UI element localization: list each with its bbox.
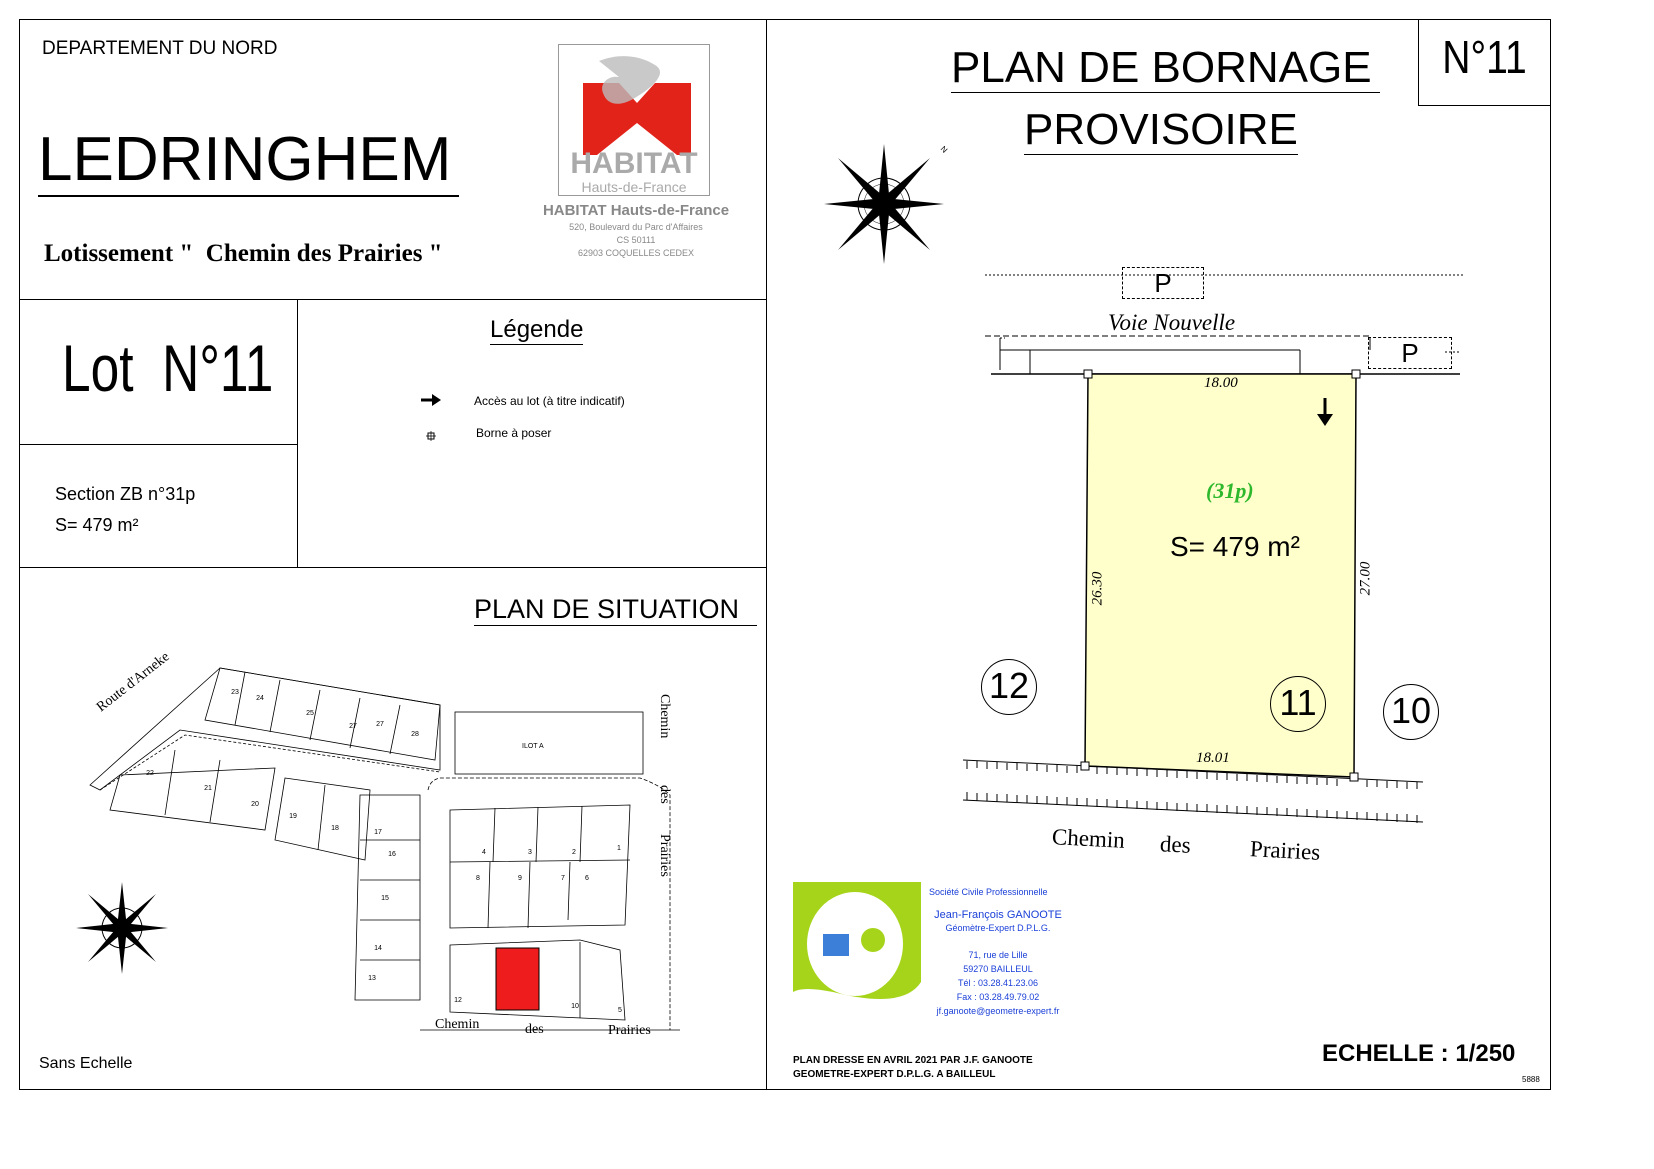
neighbor-lot-10-label: 10 <box>1390 690 1432 731</box>
road-prairies-vertical: Prairies <box>657 834 672 877</box>
lot-9: 9 <box>518 875 522 882</box>
lot-section: Section ZB n°31p <box>55 484 196 504</box>
subdivision-name: Lotissement " Chemin des Prairies " <box>44 240 443 267</box>
lot-28: 28 <box>411 731 419 738</box>
lot-7: 7 <box>561 875 565 882</box>
client-address2: CS 50111 <box>616 235 656 245</box>
plan-title-line1: PLAN DE BORNAGE <box>951 44 1380 93</box>
lot-22: 22 <box>146 770 154 777</box>
surveyor-line3: Géomètre-Expert D.P.L.G. <box>945 923 1051 933</box>
lot-surface: S= 479 m² <box>55 515 139 535</box>
compass-rose-small-icon <box>72 880 172 980</box>
legend-item-access: Accès au lot (à titre indicatif) <box>474 394 625 408</box>
dim-right: 27.00 <box>1357 561 1374 596</box>
parking-top-label: P <box>1154 268 1172 298</box>
situation-map <box>60 650 700 1050</box>
lot-17: 17 <box>374 829 382 836</box>
lot-1: 1 <box>617 845 621 852</box>
logo-text: HABITAT <box>570 147 698 180</box>
drawn-by-line1: PLAN DRESSE EN AVRIL 2021 PAR J.F. GANOOTE <box>793 1055 1033 1066</box>
neighbor-lot-10 <box>1383 684 1439 740</box>
parcel-reference: (31p) <box>1206 478 1254 503</box>
logo-subtext: Hauts-de-France <box>581 179 687 195</box>
surveyor-line5: 59270 BAILLEUL <box>963 964 1033 974</box>
client-address3: 62903 COQUELLES CEDEX <box>577 248 695 258</box>
surveyor-line8: jf.ganoote@geometre-expert.fr <box>936 1006 1060 1016</box>
lot-13: 13 <box>368 975 376 982</box>
divider-header <box>19 299 767 300</box>
lot-3: 3 <box>528 849 532 856</box>
surveyor-line2: Jean-François GANOOTE <box>934 909 1062 921</box>
client-name: HABITAT Hauts-de-France <box>542 202 730 219</box>
road-bottom-prairies: Prairies <box>1249 836 1321 865</box>
boundary-marker-icon <box>426 428 436 446</box>
neighbor-lot-11-label: 11 <box>1279 682 1317 723</box>
neighbor-lot-12-label: 12 <box>988 665 1030 706</box>
divider-lot <box>19 567 767 568</box>
surveyor-line4: 71, rue de Lille <box>968 950 1028 960</box>
surveyor-logo <box>793 882 921 1014</box>
lot-6: 6 <box>585 875 589 882</box>
plan-scale: ECHELLE : 1/250 <box>1322 1040 1516 1067</box>
road-des-bottom: des <box>525 1022 544 1037</box>
commune-title: LEDRINGHEM <box>38 125 459 197</box>
department-label: DEPARTEMENT DU NORD <box>42 38 278 59</box>
plan-number: N°11 <box>1442 31 1527 83</box>
arrow-right-icon <box>420 392 442 413</box>
road-chemin-bottom: Chemin <box>435 1017 480 1032</box>
parking-right-label: P <box>1401 338 1419 368</box>
ilot-label: ILOT A <box>522 743 544 750</box>
road-bottom-chemin: Chemin <box>1051 824 1126 853</box>
lot-10: 10 <box>571 1003 579 1010</box>
road-prairies-bottom: Prairies <box>608 1023 651 1038</box>
lot-23: 23 <box>231 689 239 696</box>
legend-item-marker: Borne à poser <box>476 426 552 440</box>
lot-title: Lot N°11 <box>62 331 274 405</box>
divider-lot-horizontal <box>19 444 297 445</box>
client-logo <box>558 44 710 196</box>
dim-bottom: 18.01 <box>1196 750 1230 766</box>
drawn-by-line2: GEOMETRE-EXPERT D.P.L.G. A BAILLEUL <box>793 1069 996 1080</box>
lot-21: 21 <box>204 785 212 792</box>
lot-16: 16 <box>388 851 396 858</box>
surveyor-line7: Fax : 03.28.49.79.02 <box>956 992 1040 1002</box>
lot-27: 27 <box>349 723 357 730</box>
plan-reference: 5888 <box>1522 1075 1540 1084</box>
dim-top: 18.00 <box>1204 375 1238 391</box>
client-address1: 520, Boulevard du Parc d'Affaires <box>569 222 703 232</box>
road-arneke-label: Route d'Arneke <box>94 649 173 716</box>
lot-24: 24 <box>256 695 264 702</box>
road-top-label: Voie Nouvelle <box>1108 310 1236 335</box>
divider-lot-vertical <box>297 299 298 567</box>
situation-title: PLAN DE SITUATION <box>474 594 757 626</box>
north-label: N <box>938 144 950 155</box>
lot-12: 12 <box>454 997 462 1004</box>
surveyor-line6: Tél : 03.28.41.23.06 <box>957 978 1039 988</box>
surveyor-line1: Société Civile Professionnelle <box>929 887 1048 897</box>
lot-20: 20 <box>251 801 259 808</box>
lot-27b: 27 <box>376 721 384 728</box>
neighbor-lot-11 <box>1270 676 1326 732</box>
lot-18: 18 <box>331 825 339 832</box>
lot-25: 25 <box>306 710 314 717</box>
lot-4: 4 <box>482 849 486 856</box>
lot-2: 2 <box>572 849 576 856</box>
lot-15: 15 <box>381 895 389 902</box>
lot-19: 19 <box>289 813 297 820</box>
road-des-vertical: des <box>657 785 672 804</box>
road-bottom-des: des <box>1159 831 1192 858</box>
neighbor-lot-12 <box>981 659 1037 715</box>
legend-title: Légende <box>490 316 584 343</box>
compass-rose-large-icon <box>818 140 953 275</box>
parcel-surface: S= 479 m² <box>1170 531 1300 562</box>
road-chemin-vertical: Chemin <box>657 694 672 739</box>
plan-title-line2: PROVISOIRE <box>1024 105 1298 154</box>
scale-note: Sans Echelle <box>39 1055 133 1072</box>
lot-8: 8 <box>476 875 480 882</box>
lot-5: 5 <box>618 1007 622 1014</box>
dim-left: 26.30 <box>1089 571 1106 606</box>
lot-14: 14 <box>374 945 382 952</box>
